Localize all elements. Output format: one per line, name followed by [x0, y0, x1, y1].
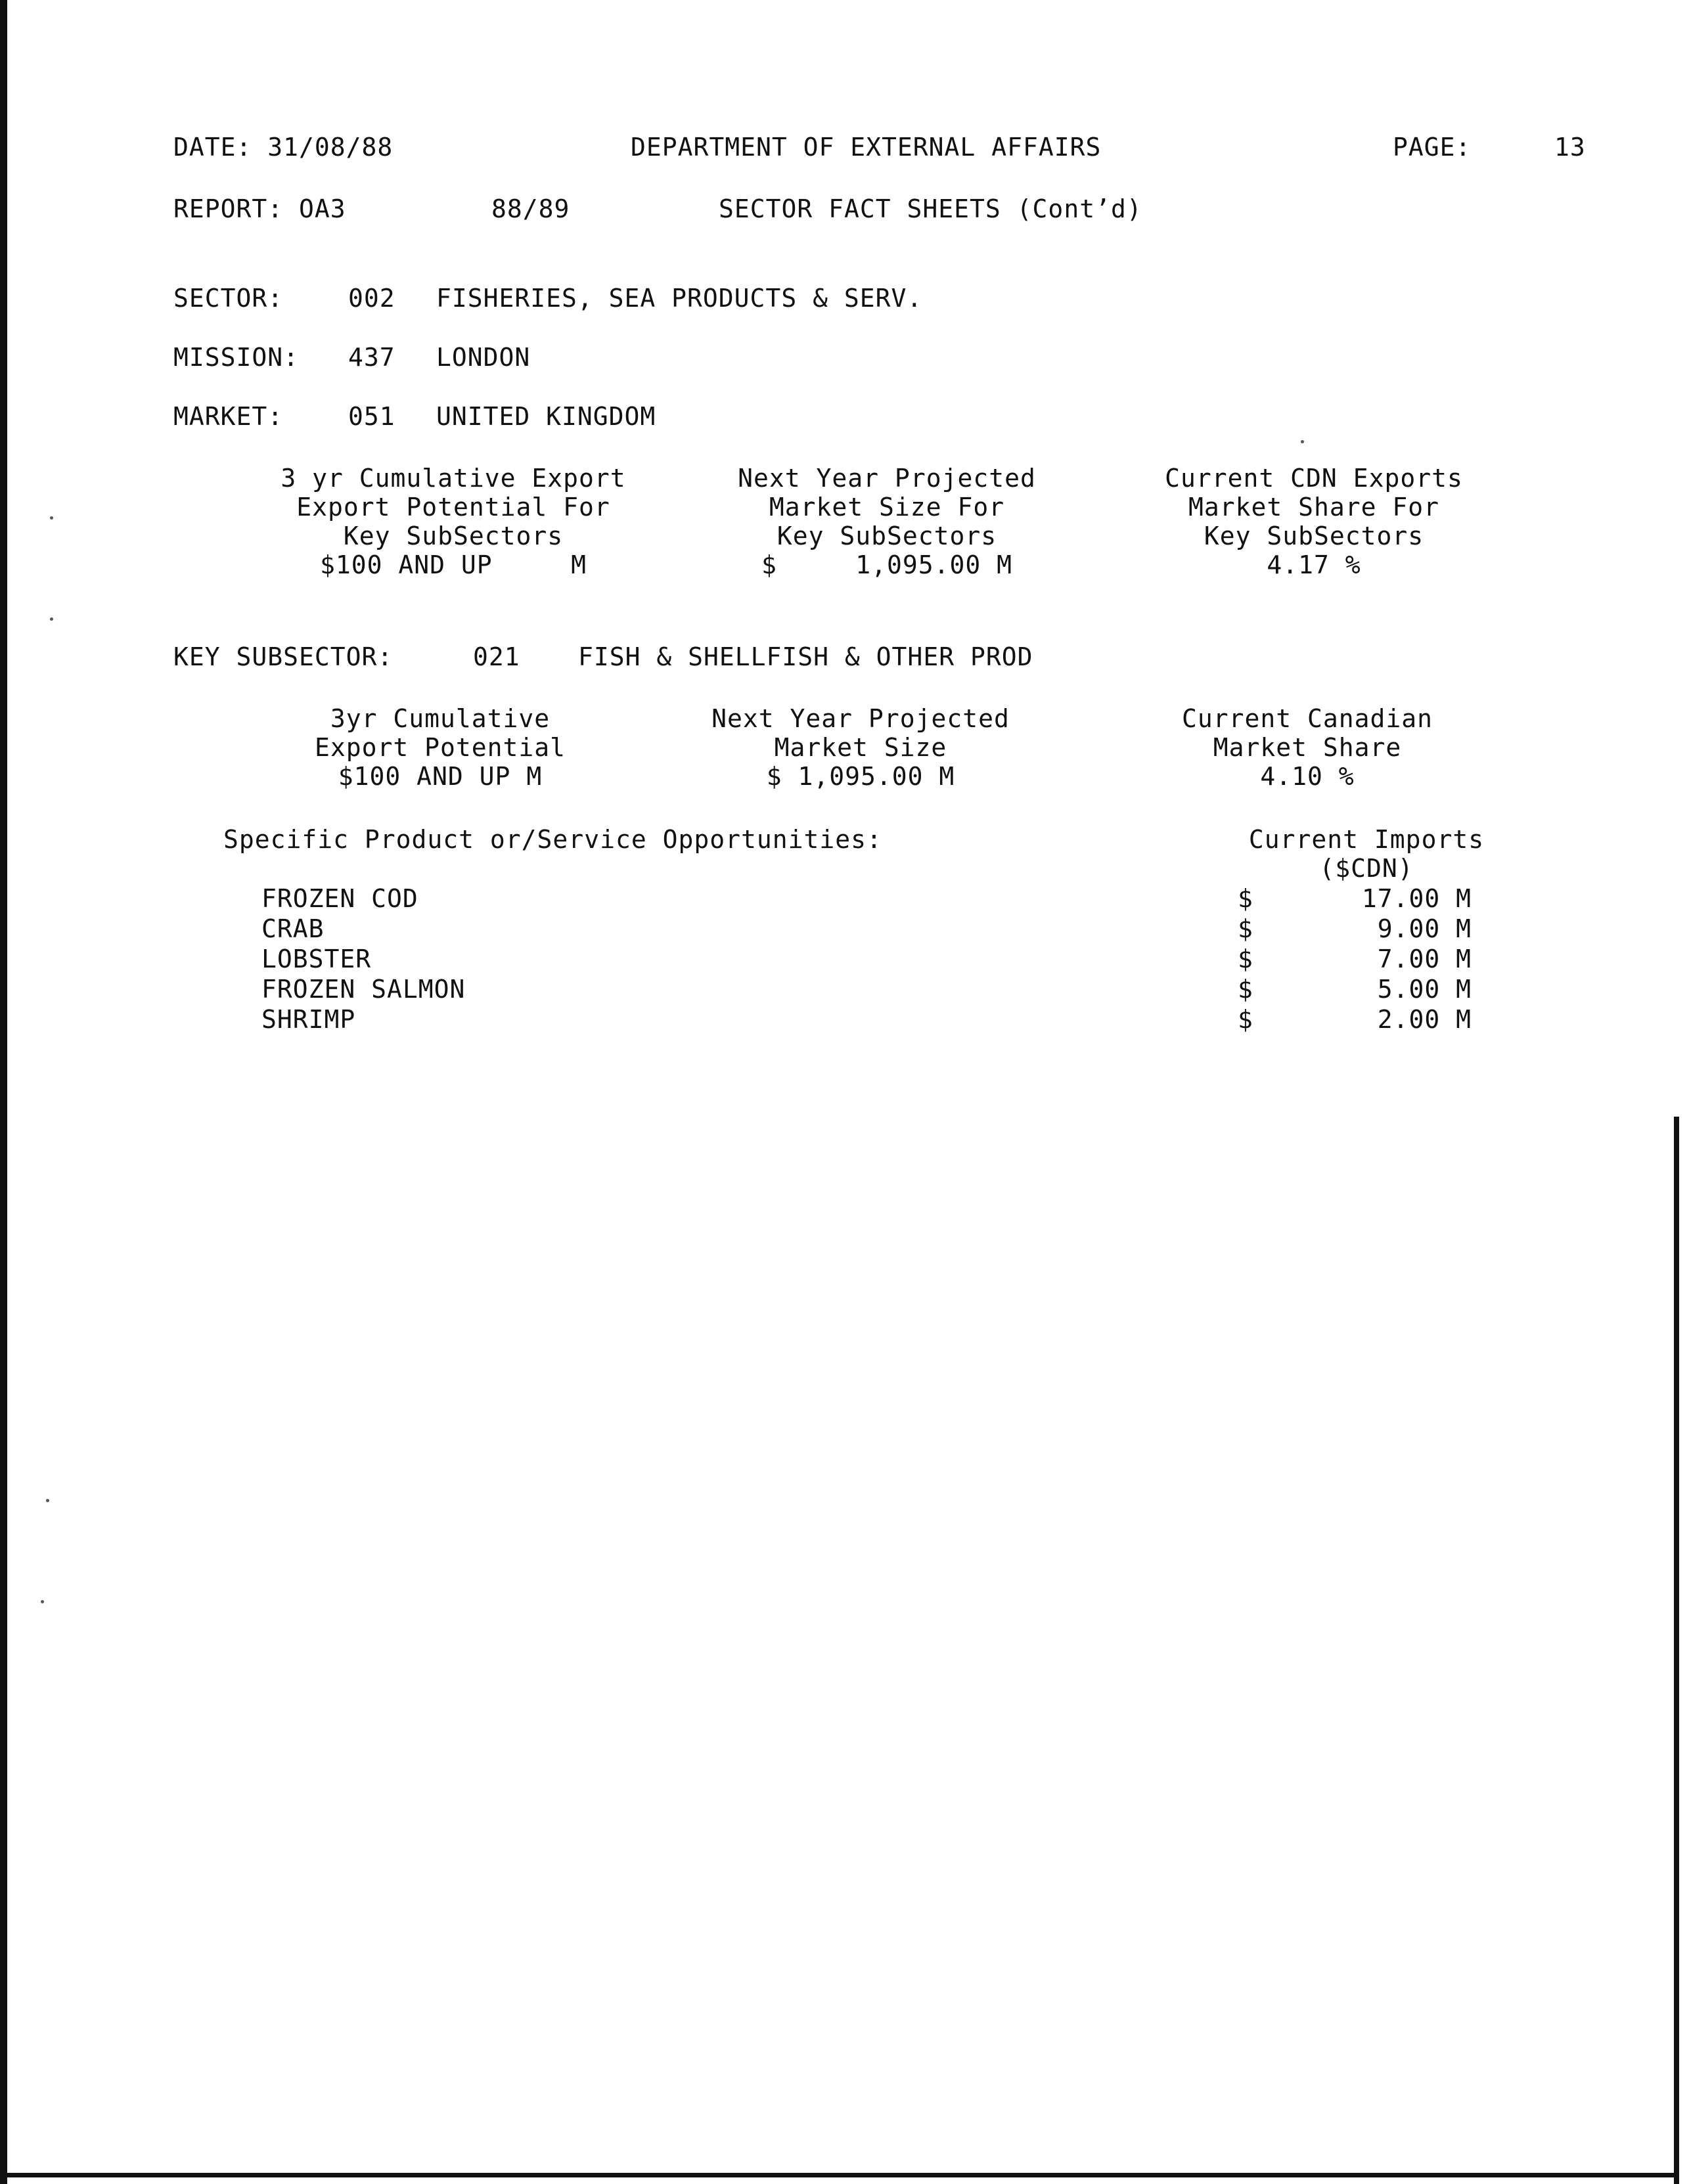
- import-value: 9.00 M: [1377, 914, 1472, 943]
- imports-unit: ($CDN): [1319, 854, 1414, 883]
- import-value: 5.00 M: [1377, 975, 1472, 1004]
- import-value: 7.00 M: [1377, 945, 1472, 973]
- product-name: FROZEN COD: [261, 884, 418, 913]
- scan-speck: [41, 1600, 44, 1603]
- sector-market-size-value: $ 1,095.00 M: [761, 550, 1013, 579]
- market-code: 051: [348, 402, 395, 431]
- subsector-market-size-value: $ 1,095.00 M: [766, 762, 955, 791]
- sector-export-potential-line1: 3 yr Cumulative Export: [281, 464, 626, 493]
- subsector-export-potential-line1: 3yr Cumulative: [330, 704, 551, 733]
- scan-speck: [1301, 440, 1304, 443]
- scan-speck: [46, 1499, 49, 1502]
- report-year: 88/89: [491, 194, 570, 223]
- product-name: LOBSTER: [261, 945, 372, 973]
- mission-name: LONDON: [436, 343, 531, 372]
- currency-symbol: $: [1238, 884, 1253, 913]
- sector-market-size-line2: Market Size For: [769, 493, 1005, 522]
- report-date: DATE: 31/08/88: [173, 133, 394, 162]
- scan-edge-right: [1674, 1117, 1679, 2184]
- product-name: CRAB: [261, 914, 325, 943]
- page-label: PAGE:: [1393, 133, 1472, 162]
- sector-name: FISHERIES, SEA PRODUCTS & SERV.: [436, 284, 923, 313]
- mission-code: 437: [348, 343, 395, 372]
- scan-edge-left: [0, 0, 7, 2184]
- subsector-code: 021: [473, 642, 520, 671]
- sector-export-potential-line3: Key SubSectors: [343, 522, 564, 550]
- sector-export-potential-value: $100 AND UP M: [320, 550, 587, 579]
- sector-market-size-line3: Key SubSectors: [777, 522, 997, 550]
- subsector-market-size-line1: Next Year Projected: [711, 704, 1010, 733]
- currency-symbol: $: [1238, 975, 1253, 1004]
- subsector-export-potential-value: $100 AND UP M: [338, 762, 543, 791]
- page-number: 13: [1554, 133, 1586, 162]
- import-value: 17.00 M: [1361, 884, 1472, 913]
- sector-market-share-line1: Current CDN Exports: [1165, 464, 1463, 493]
- import-value: 2.00 M: [1377, 1005, 1472, 1034]
- report-id: REPORT: OA3: [173, 194, 346, 223]
- market-label: MARKET:: [173, 402, 284, 431]
- currency-symbol: $: [1238, 914, 1253, 943]
- scan-speck: [50, 516, 53, 520]
- subsector-market-size-line2: Market Size: [774, 733, 947, 762]
- product-name: FROZEN SALMON: [261, 975, 466, 1004]
- scan-edge-bottom: [0, 2173, 1679, 2177]
- subsector-name: FISH & SHELLFISH & OTHER PROD: [578, 642, 1033, 671]
- sector-code: 002: [348, 284, 395, 313]
- market-name: UNITED KINGDOM: [436, 402, 656, 431]
- sector-label: SECTOR:: [173, 284, 284, 313]
- subsector-export-potential-line2: Export Potential: [314, 733, 566, 762]
- product-name: SHRIMP: [261, 1005, 356, 1034]
- sector-market-share-line2: Market Share For: [1188, 493, 1440, 522]
- scan-speck: [50, 617, 53, 621]
- currency-symbol: $: [1238, 1005, 1253, 1034]
- sector-market-share-value: 4.17 %: [1267, 550, 1361, 579]
- subsector-market-share-line1: Current Canadian: [1181, 704, 1433, 733]
- currency-symbol: $: [1238, 945, 1253, 973]
- subsector-market-share-line2: Market Share: [1213, 733, 1402, 762]
- mission-label: MISSION:: [173, 343, 300, 372]
- sector-market-size-line1: Next Year Projected: [738, 464, 1036, 493]
- imports-heading: Current Imports: [1248, 825, 1485, 854]
- subsector-market-share-value: 4.10 %: [1260, 762, 1355, 791]
- sector-export-potential-line2: Export Potential For: [296, 493, 610, 522]
- department-title: DEPARTMENT OF EXTERNAL AFFAIRS: [631, 133, 1102, 162]
- report-title: SECTOR FACT SHEETS (Cont’d): [719, 194, 1142, 223]
- subsector-label: KEY SUBSECTOR:: [173, 642, 394, 671]
- opportunities-heading: Specific Product or/Service Opportunities:: [223, 825, 882, 854]
- sector-market-share-line3: Key SubSectors: [1204, 522, 1424, 550]
